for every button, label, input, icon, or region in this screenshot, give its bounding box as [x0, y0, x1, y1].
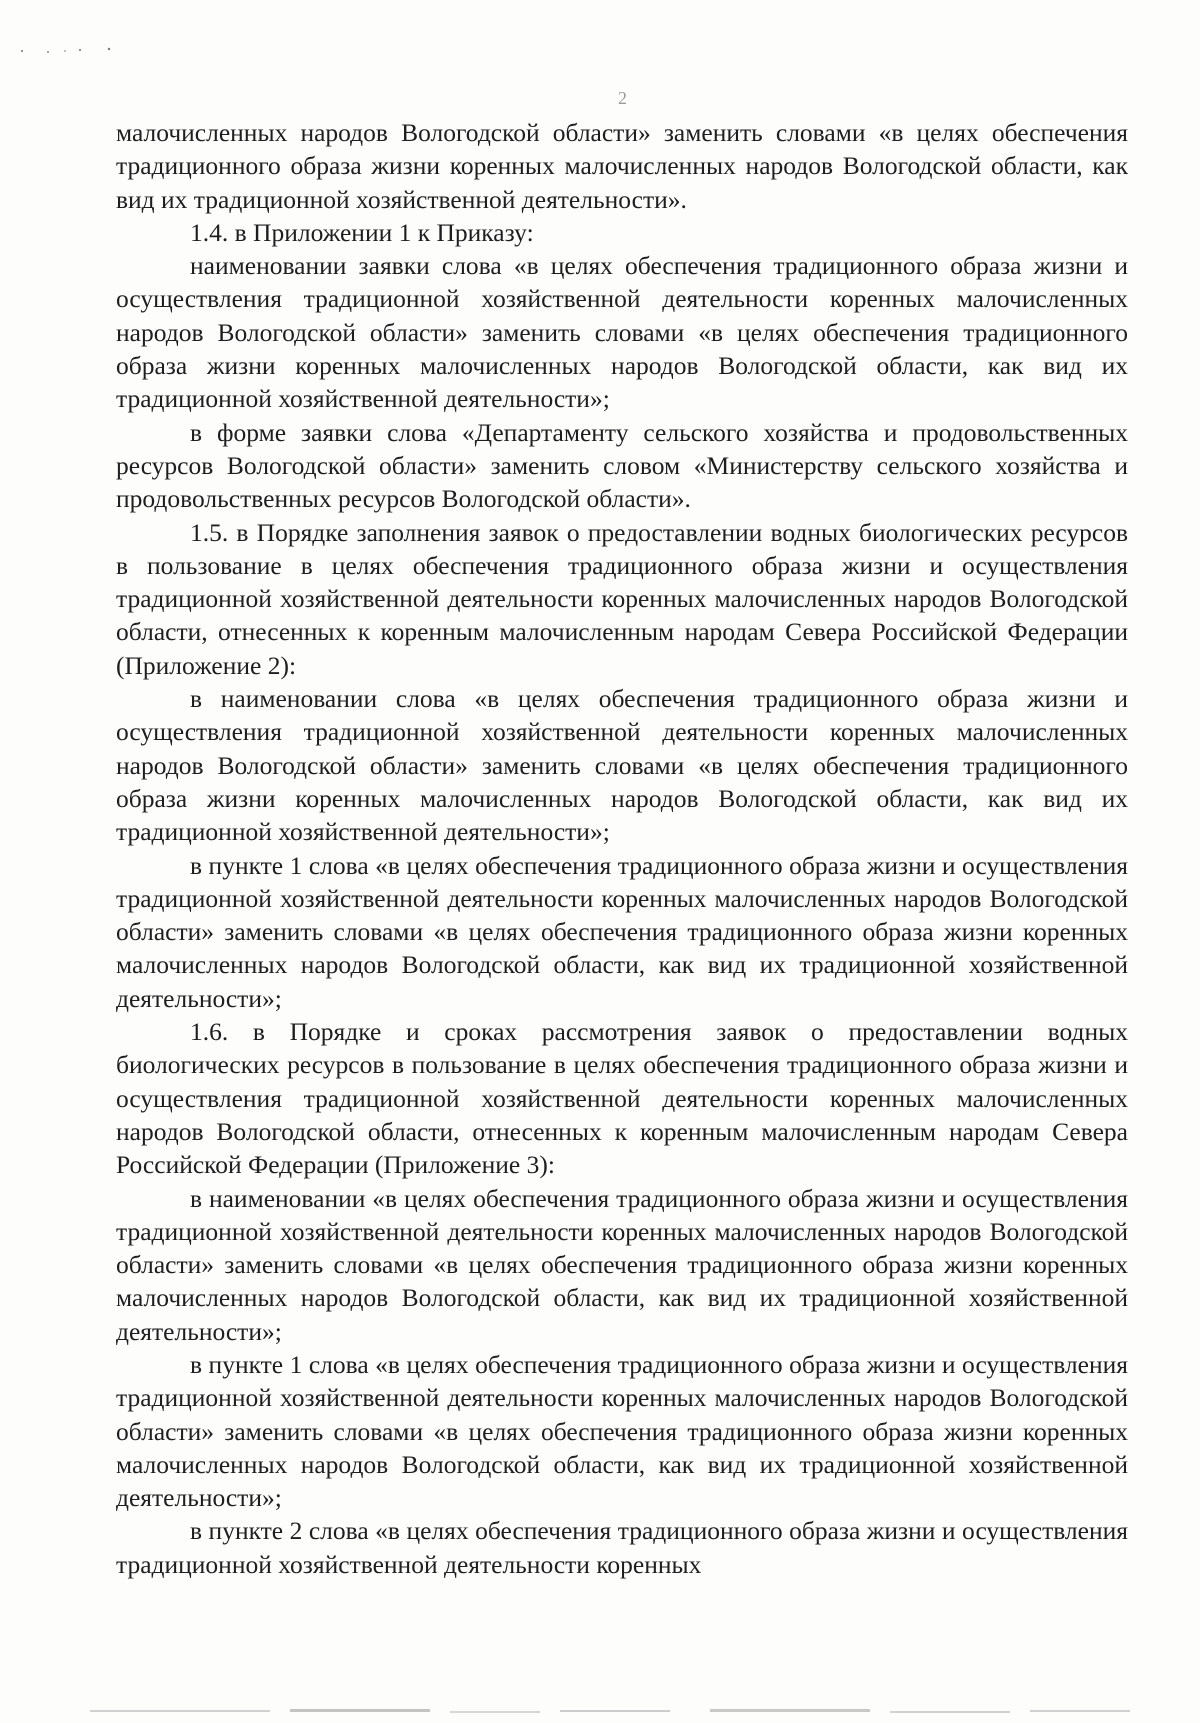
- paragraph-1-6-item-2: в пункте 2 слова «в целях обеспечения традиционного образа жизни и осуществления традиционной хозяйственной деятельности коренных: [116, 1516, 1128, 1579]
- scan-artifact-bottom-edge: [90, 1704, 1140, 1723]
- paragraph-1-4-name: наименовании заявки слова «в целях обеспечения традиционного образа жизни и осуществления традиционной хозяйственной деятельности коренных малочисленных народов Вологодской области» заменить словами «в целях обеспечения традиционного образа жизни коренных малочисленных народов Вологодской области, как вид их традиционной хозяйственной деятельности»;: [116, 251, 1128, 414]
- paragraph-1-6-heading: 1.6. в Порядке и сроках рассмотрения заявок о предоставлении водных биологических ресурсов в пользование в целях обеспечения традиционного образа жизни и осуществления традиционной хозяйственной деятельности коренных малочисленных народов Вологодской области, отнесенных к коренным малочисленным народам Севера Российской Федерации (Приложение 3):: [116, 1017, 1128, 1180]
- document-body: [116, 116, 1128, 1581]
- scan-artifact-dots: [8, 44, 118, 58]
- paragraph-1-4-form: в форме заявки слова «Департаменту сельского хозяйства и продовольственных ресурсов Вологодской области» заменить словом «Министерству сельского хозяйства и продовольственных ресурсов Вологодской области».: [116, 417, 1128, 514]
- paragraph-1-5-name: в наименовании слова «в целях обеспечения традиционного образа жизни и осуществления традиционной хозяйственной деятельности коренных малочисленных народов Вологодской области» заменить словами «в целях обеспечения традиционного образа жизни коренных малочисленных народов Вологодской области, как вид их традиционной хозяйственной деятельности»;: [116, 684, 1128, 847]
- paragraph-1-4-heading: 1.4. в Приложении 1 к Приказу:: [190, 217, 534, 247]
- paragraph-1-6-item-1: в пункте 1 слова «в целях обеспечения традиционного образа жизни и осуществления традиционной хозяйственной деятельности коренных малочисленных народов Вологодской области» заменить словами «в целях обеспечения традиционного образа жизни коренных малочисленных народов Вологодской области, как вид их традиционной хозяйственной деятельности»;: [116, 1349, 1128, 1513]
- paragraph-1-5-item-1: в пункте 1 слова «в целях обеспечения традиционного образа жизни и осуществления традиционной хозяйственной деятельности коренных малочисленных народов Вологодской области» заменить словами «в целях обеспечения традиционного образа жизни коренных малочисленных народов Вологодской области, как вид их традиционной хозяйственной деятельности»;: [116, 850, 1128, 1013]
- page-number: 2: [618, 88, 627, 108]
- paragraph-1-5-heading: 1.5. в Порядке заполнения заявок о предоставлении водных биологических ресурсов в пользование в целях обеспечения традиционного образа жизни и осуществления традиционной хозяйственной деятельности коренных малочисленных народов Вологодской области, отнесенных к коренным малочисленным народам Севера Российской Федерации (Приложение 2):: [116, 517, 1128, 680]
- paragraph-continuation: малочисленных народов Вологодской области» заменить словами «в целях обеспечения традиционного образа жизни коренных малочисленных народов Вологодской области, как вид их традиционной хозяйственной деятельности».: [116, 118, 1128, 214]
- paragraph-1-6-name: в наименовании «в целях обеспечения традиционного образа жизни и осуществления традиционной хозяйственной деятельности коренных малочисленных народов Вологодской области» заменить словами «в целях обеспечения традиционного образа жизни коренных малочисленных народов Вологодской области, как вид их традиционной хозяйственной деятельности»;: [116, 1183, 1128, 1346]
